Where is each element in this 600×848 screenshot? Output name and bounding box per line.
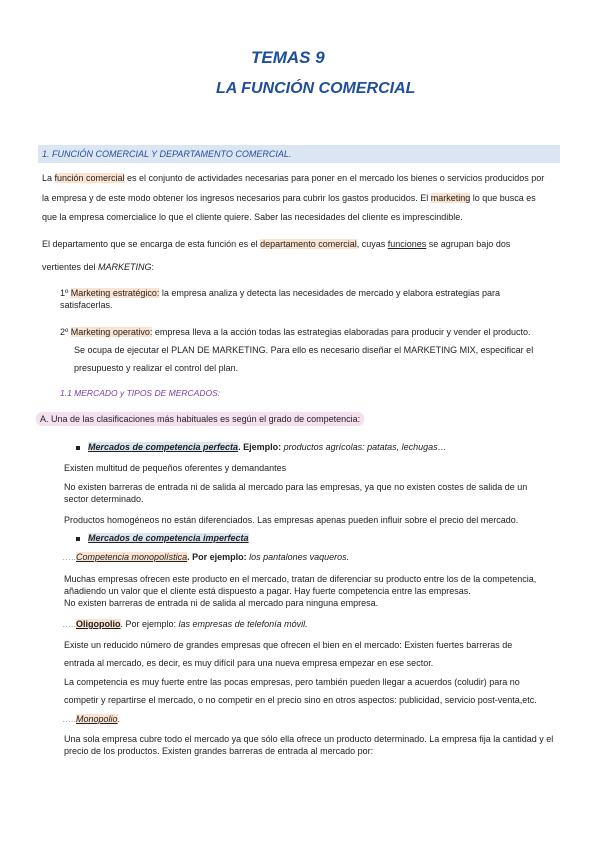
paragraph-1-line-3: que la empresa comercialice lo que el cliente quiere. Saber las necesidades del cliente es imprescindible. — [42, 212, 463, 222]
bullet-perfect-competition — [76, 441, 447, 453]
list-item-2-cont-1: Se ocupa de ejecutar el PLAN DE MARKETING. Para ello es necesario diseñar el MARKETING MIX, especificar el — [74, 345, 534, 355]
highlight-term: departamento comercial — [260, 239, 357, 249]
bullet-icon — [76, 446, 80, 450]
text: la empresa y de este modo obtener los ingresos necesarios para cubrir los gastos producidos. El — [42, 193, 431, 203]
dots: ….. — [62, 714, 77, 724]
text: lo que busca es — [470, 193, 536, 203]
text: la empresa analiza y detecta las necesidades de mercado y elabora estrategias para — [159, 288, 501, 298]
oligopoly-line-1: Existe un reducido número de grandes empresas que ofrecen el bien en el mercado: Existen fuertes barreras de — [64, 640, 513, 650]
section-heading: 1. FUNCIÓN COMERCIAL Y DEPARTAMENTO COMERCIAL. — [38, 145, 560, 163]
text: se agrupan bajo dos — [426, 239, 511, 249]
paragraph-1-line-1 — [42, 172, 564, 184]
highlight-term: Marketing estratégico: — [70, 288, 160, 298]
monopolistic-line-1: Muchas empresas ofrecen este producto en el mercado, tratan de diferenciar su producto entre los de la competencia, — [64, 574, 537, 584]
monopoly-heading — [62, 713, 120, 725]
item-number: 2º — [60, 327, 71, 337]
perfect-line-2: No existen barreras de entrada ni de salida al mercado para las empresas, ya que no existen costes de salida de un — [64, 482, 528, 492]
paragraph-2-line-2 — [42, 261, 154, 273]
paragraph-1-line-2 — [42, 192, 564, 204]
monopoly-line-2: precio de los productos. Existen grandes barreras de entrada al mercado por: — [64, 746, 374, 756]
list-item-2 — [60, 326, 564, 338]
monopolistic-heading — [62, 551, 349, 563]
example-text: las empresas de telefonía móvil. — [178, 619, 308, 629]
example-text: los pantalones vaqueros. — [249, 552, 350, 562]
page-title: TEMAS 9 — [251, 48, 325, 67]
highlight-term: Monopolio — [76, 714, 118, 724]
monopolistic-line-3: No existen barreras de entrada ni de salida al mercado para ninguna empresa. — [64, 598, 379, 608]
monopolistic-line-2: añadiendo un valor que el cliente está dispuesto a pagar. Hay fuerte competencia entre las empresas. — [64, 586, 471, 596]
italic-term: MARKETING — [98, 262, 152, 272]
bullet-icon — [76, 537, 80, 541]
paragraph-2-line-1 — [42, 238, 564, 250]
highlight-term: función comercial — [54, 173, 125, 183]
text: . Ejemplo: — [238, 442, 284, 452]
list-item-2-cont-2: presupuesto y realizar el control del plan. — [74, 363, 239, 373]
oligopoly-line-3: La competencia es muy fuerte entre las pocas empresas, pero también pueden llegar a acuerdos (coludir) para no — [64, 677, 520, 687]
highlight-term: Marketing operativo: — [70, 327, 153, 337]
page-subtitle: LA FUNCIÓN COMERCIAL — [216, 80, 416, 97]
highlight-term: Competencia monopolística — [76, 552, 188, 562]
oligopoly-heading — [62, 618, 308, 630]
oligopoly-line-4: competir y repartirse el mercado, o no competir en el precio sino en otros aspectos: publicidad, servicio post-venta,etc. — [64, 695, 537, 705]
highlight-term: marketing — [430, 193, 471, 203]
item-number: 1º — [60, 288, 71, 298]
perfect-line-3: sector determinado. — [64, 494, 144, 504]
underlined-term: funciones — [387, 239, 427, 249]
classification-a: A. Una de las clasificaciones más habituales es según el grado de competencia: — [36, 412, 364, 426]
monopoly-line-1: Una sola empresa cubre todo el mercado ya que sólo ella ofrece un producto determinado. La empresa fija la cantidad y el — [64, 734, 554, 744]
text: es el conjunto de actividades necesarias para poner en el mercado los bienes o servicios producidos por — [124, 173, 545, 183]
text: . Por ejemplo: — [187, 552, 250, 562]
highlight-term: Oligopolio — [76, 619, 121, 629]
bullet-imperfect-competition — [76, 532, 249, 544]
perfect-line-1: Existen multitud de pequeños oferentes y demandantes — [64, 463, 287, 473]
text: . Por ejemplo: — [120, 619, 179, 629]
example-text: productos agrícolas: patatas, lechugas… — [283, 442, 447, 452]
text: vertientes del — [42, 262, 99, 272]
highlight-term: Mercados de competencia perfecta — [88, 442, 239, 452]
text: , cuyas — [356, 239, 388, 249]
text: La — [42, 173, 55, 183]
dots: ….. — [62, 619, 77, 629]
highlight-term: Mercados de competencia imperfecta — [88, 533, 249, 543]
text: empresa lleva a la acción todas las estrategias elaboradas para producir y vender el producto. — [152, 327, 531, 337]
oligopoly-line-2: entrada al mercado, es decir, es muy difícil para una nueva empresa empezar en ese sector. — [64, 658, 434, 668]
text: : — [151, 262, 155, 272]
dots: ….. — [62, 552, 77, 562]
list-item-1-cont: satisfacerlas. — [60, 300, 113, 310]
perfect-line-4: Productos homogéneos no están diferenciados. Las empresas apenas pueden influir sobre el precio del mercado. — [64, 515, 519, 525]
subsection-heading: 1.1 MERCADO y TIPOS DE MERCADOS: — [60, 388, 221, 398]
text: El departamento que se encarga de esta función es el — [42, 239, 261, 249]
text: . — [117, 714, 121, 724]
list-item-1 — [60, 287, 564, 299]
